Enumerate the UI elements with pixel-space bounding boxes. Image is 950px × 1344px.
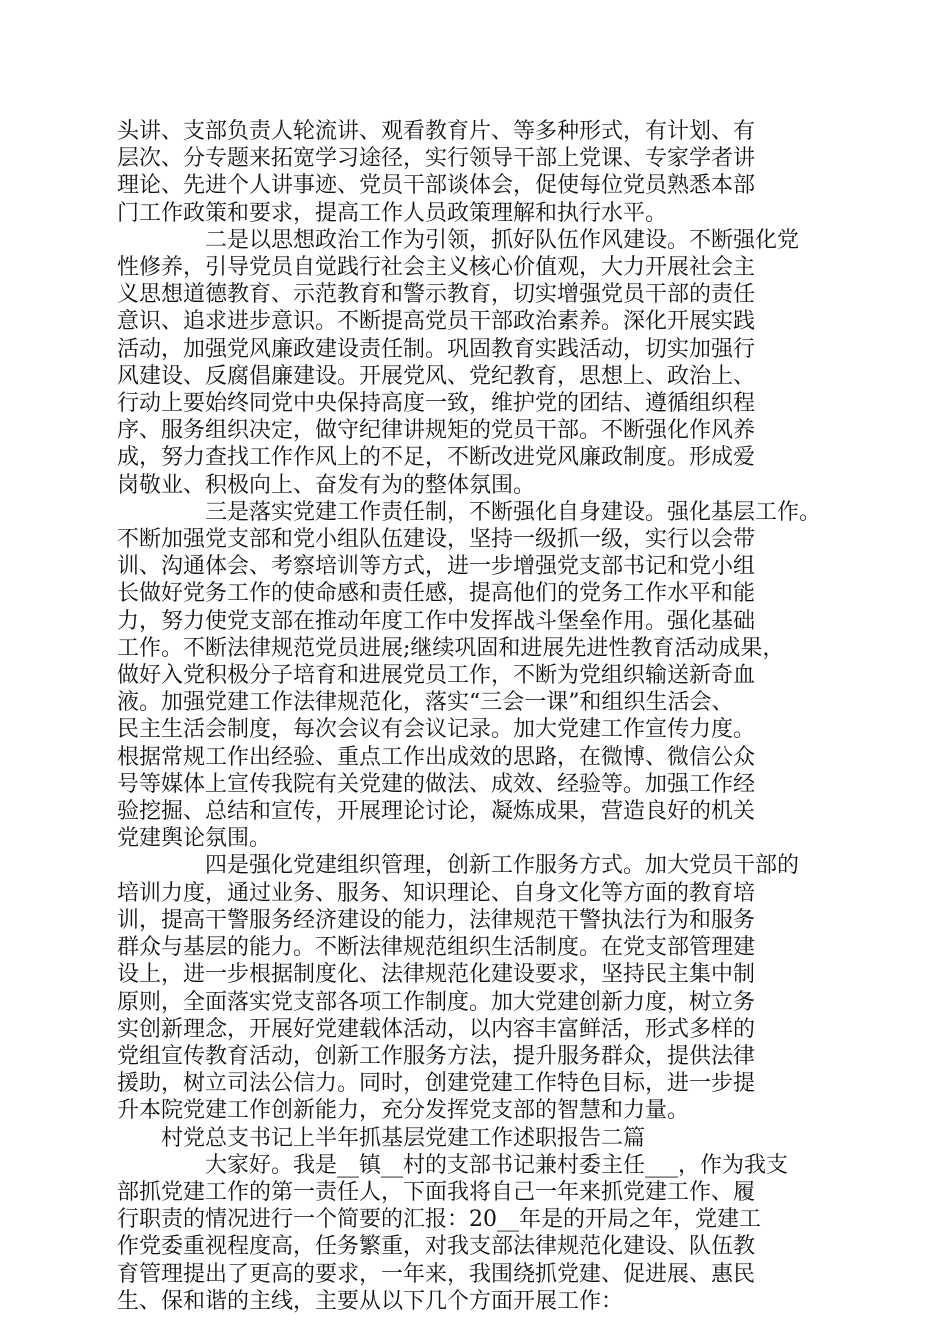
text-line: 验挖掘、总结和宣传，开展理论讨论，凝炼成果，营造良好的机关	[117, 799, 756, 825]
text-line: 活动，加强党风廉政建设责任制。巩固教育实践活动，切实加强行	[117, 336, 756, 362]
heading-text: 村党总支书记上半年抓基层党建工作述职报告二篇	[161, 1125, 646, 1151]
text-line: 二是以思想政治工作为引领，抓好队伍作风建设。不断强化党	[205, 227, 800, 253]
text-line: 头讲、支部负责人轮流讲、观看教育片、等多种形式，有计划、有	[117, 119, 756, 144]
text-line: 做好入党积极分子培育和进展党员工作，不断为党组织输送新奇血	[117, 663, 756, 689]
text-line: 根据常规工作出经验、重点工作出成效的思路，在微博、微信公众	[117, 744, 756, 770]
text-line: 培训力度，通过业务、服务、知识理论、自身文化等方面的教育培	[117, 880, 756, 906]
text-line: 行动上要始终同党中央保持高度一致，维护党的团结、遵循组织程	[117, 391, 756, 417]
paragraph-2	[117, 227, 833, 499]
text-line: 三是落实党建工作责任制，不断强化自身建设。强化基层工作。	[205, 499, 822, 525]
paragraph-5	[117, 1152, 833, 1315]
text-line: 作党委重视程度高，任务繁重，对我支部法律规范化建设、队伍教	[117, 1234, 756, 1260]
text-line: 层次、分专题来拓宽学习途径，实行领导干部上党课、专家学者讲	[117, 146, 756, 172]
text-line: 义思想道德教育、示范教育和警示教育，切实增强党员干部的责任	[117, 282, 756, 308]
section-heading	[117, 1125, 833, 1152]
text-line: 大家好。我是__镇__村的支部书记兼村委主任___，作为我支	[205, 1152, 789, 1178]
paragraph-1	[117, 118, 833, 227]
text-line: 号等媒体上宣传我院有关党建的做法、成效、经验等。加强工作经	[117, 771, 756, 797]
text-line: 原则，全面落实党支部各项工作制度。加大党建创新力度，树立务	[117, 989, 756, 1015]
text-line: 民主生活会制度，每次会议有会议记录。加大党建工作宣传力度。	[117, 717, 756, 743]
text-line: 岗敬业、积极向上、奋发有为的整体氛围。	[117, 472, 536, 498]
document-page	[117, 118, 833, 1315]
text-line: 训、沟通体会、考察培训等方式，进一步增强党支部书记和党小组	[117, 554, 756, 580]
text-line: 党组宣传教育活动，创新工作服务方法，提升服务群众，提供法律	[117, 1043, 756, 1069]
text-line: 意识、追求进步意识。不断提高党员干部政治素养。深化开展实践	[117, 309, 756, 335]
text-line: 门工作政策和要求，提高工作人员政策理解和执行水平。	[117, 200, 668, 226]
text-line: 育管理提出了更高的要求，一年来，我围绕抓党建、促进展、惠民	[117, 1261, 756, 1287]
text-line: 四是强化党建组织管理，创新工作服务方式。加大党员干部的	[205, 853, 800, 879]
text-line: 党建舆论氛围。	[117, 826, 272, 852]
text-line: 生、保和谐的主线，主要从以下几个方面开展工作：	[117, 1288, 624, 1314]
text-line: 理论、先进个人讲事迹、党员干部谈体会，促使每位党员熟悉本部	[117, 173, 756, 199]
text-line: 援助，树立司法公信力。同时，创建党建工作特色目标，进一步提	[117, 1071, 756, 1097]
text-line: 设上，进一步根据制度化、法律规范化建设要求，坚持民主集中制	[117, 962, 756, 988]
text-line: 成，努力查找工作作风上的不足，不断改进党风廉政制度。形成爱	[117, 445, 756, 471]
paragraph-3	[117, 499, 833, 853]
text-line: 力，努力使党支部在推动年度工作中发挥战斗堡垒作用。强化基础	[117, 608, 756, 634]
text-line: 长做好党务工作的使命感和责任感，提高他们的党务工作水平和能	[117, 581, 756, 607]
paragraph-4	[117, 852, 833, 1124]
text-line: 工作。不断法律规范党员进展;继续巩固和进展先进性教育活动成果，	[117, 635, 785, 661]
text-line: 训，提高干警服务经济建设的能力，法律规范干警执法行为和服务	[117, 907, 756, 933]
text-line: 风建设、反腐倡廉建设。开展党风、党纪教育，思想上、政治上、	[117, 363, 756, 389]
text-line: 不断加强党支部和党小组队伍建设，坚持一级抓一级，实行以会带	[117, 527, 756, 553]
text-line: 群众与基层的能力。不断法律规范组织生活制度。在党支部管理建	[117, 935, 756, 961]
text-line: 液。加强党建工作法律规范化，落实“三会一课”和组织生活会、	[117, 690, 734, 716]
text-line: 升本院党建工作创新能力，充分发挥党支部的智慧和力量。	[117, 1098, 690, 1124]
text-line: 实创新理念，开展好党建载体活动，以内容丰富鲜活，形式多样的	[117, 1016, 756, 1042]
text-line: 序、服务组织决定，做守纪律讲规矩的党员干部。不断强化作风养	[117, 418, 756, 444]
text-line: 性修养，引导党员自觉践行社会主义核心价值观，大力开展社会主	[117, 255, 756, 281]
text-line: 部抓党建工作的第一责任人，下面我将自己一年来抓党建工作、履	[117, 1179, 756, 1205]
text-line: 行职责的情况进行一个简要的汇报：20__年是的开局之年，党建工	[117, 1207, 761, 1233]
